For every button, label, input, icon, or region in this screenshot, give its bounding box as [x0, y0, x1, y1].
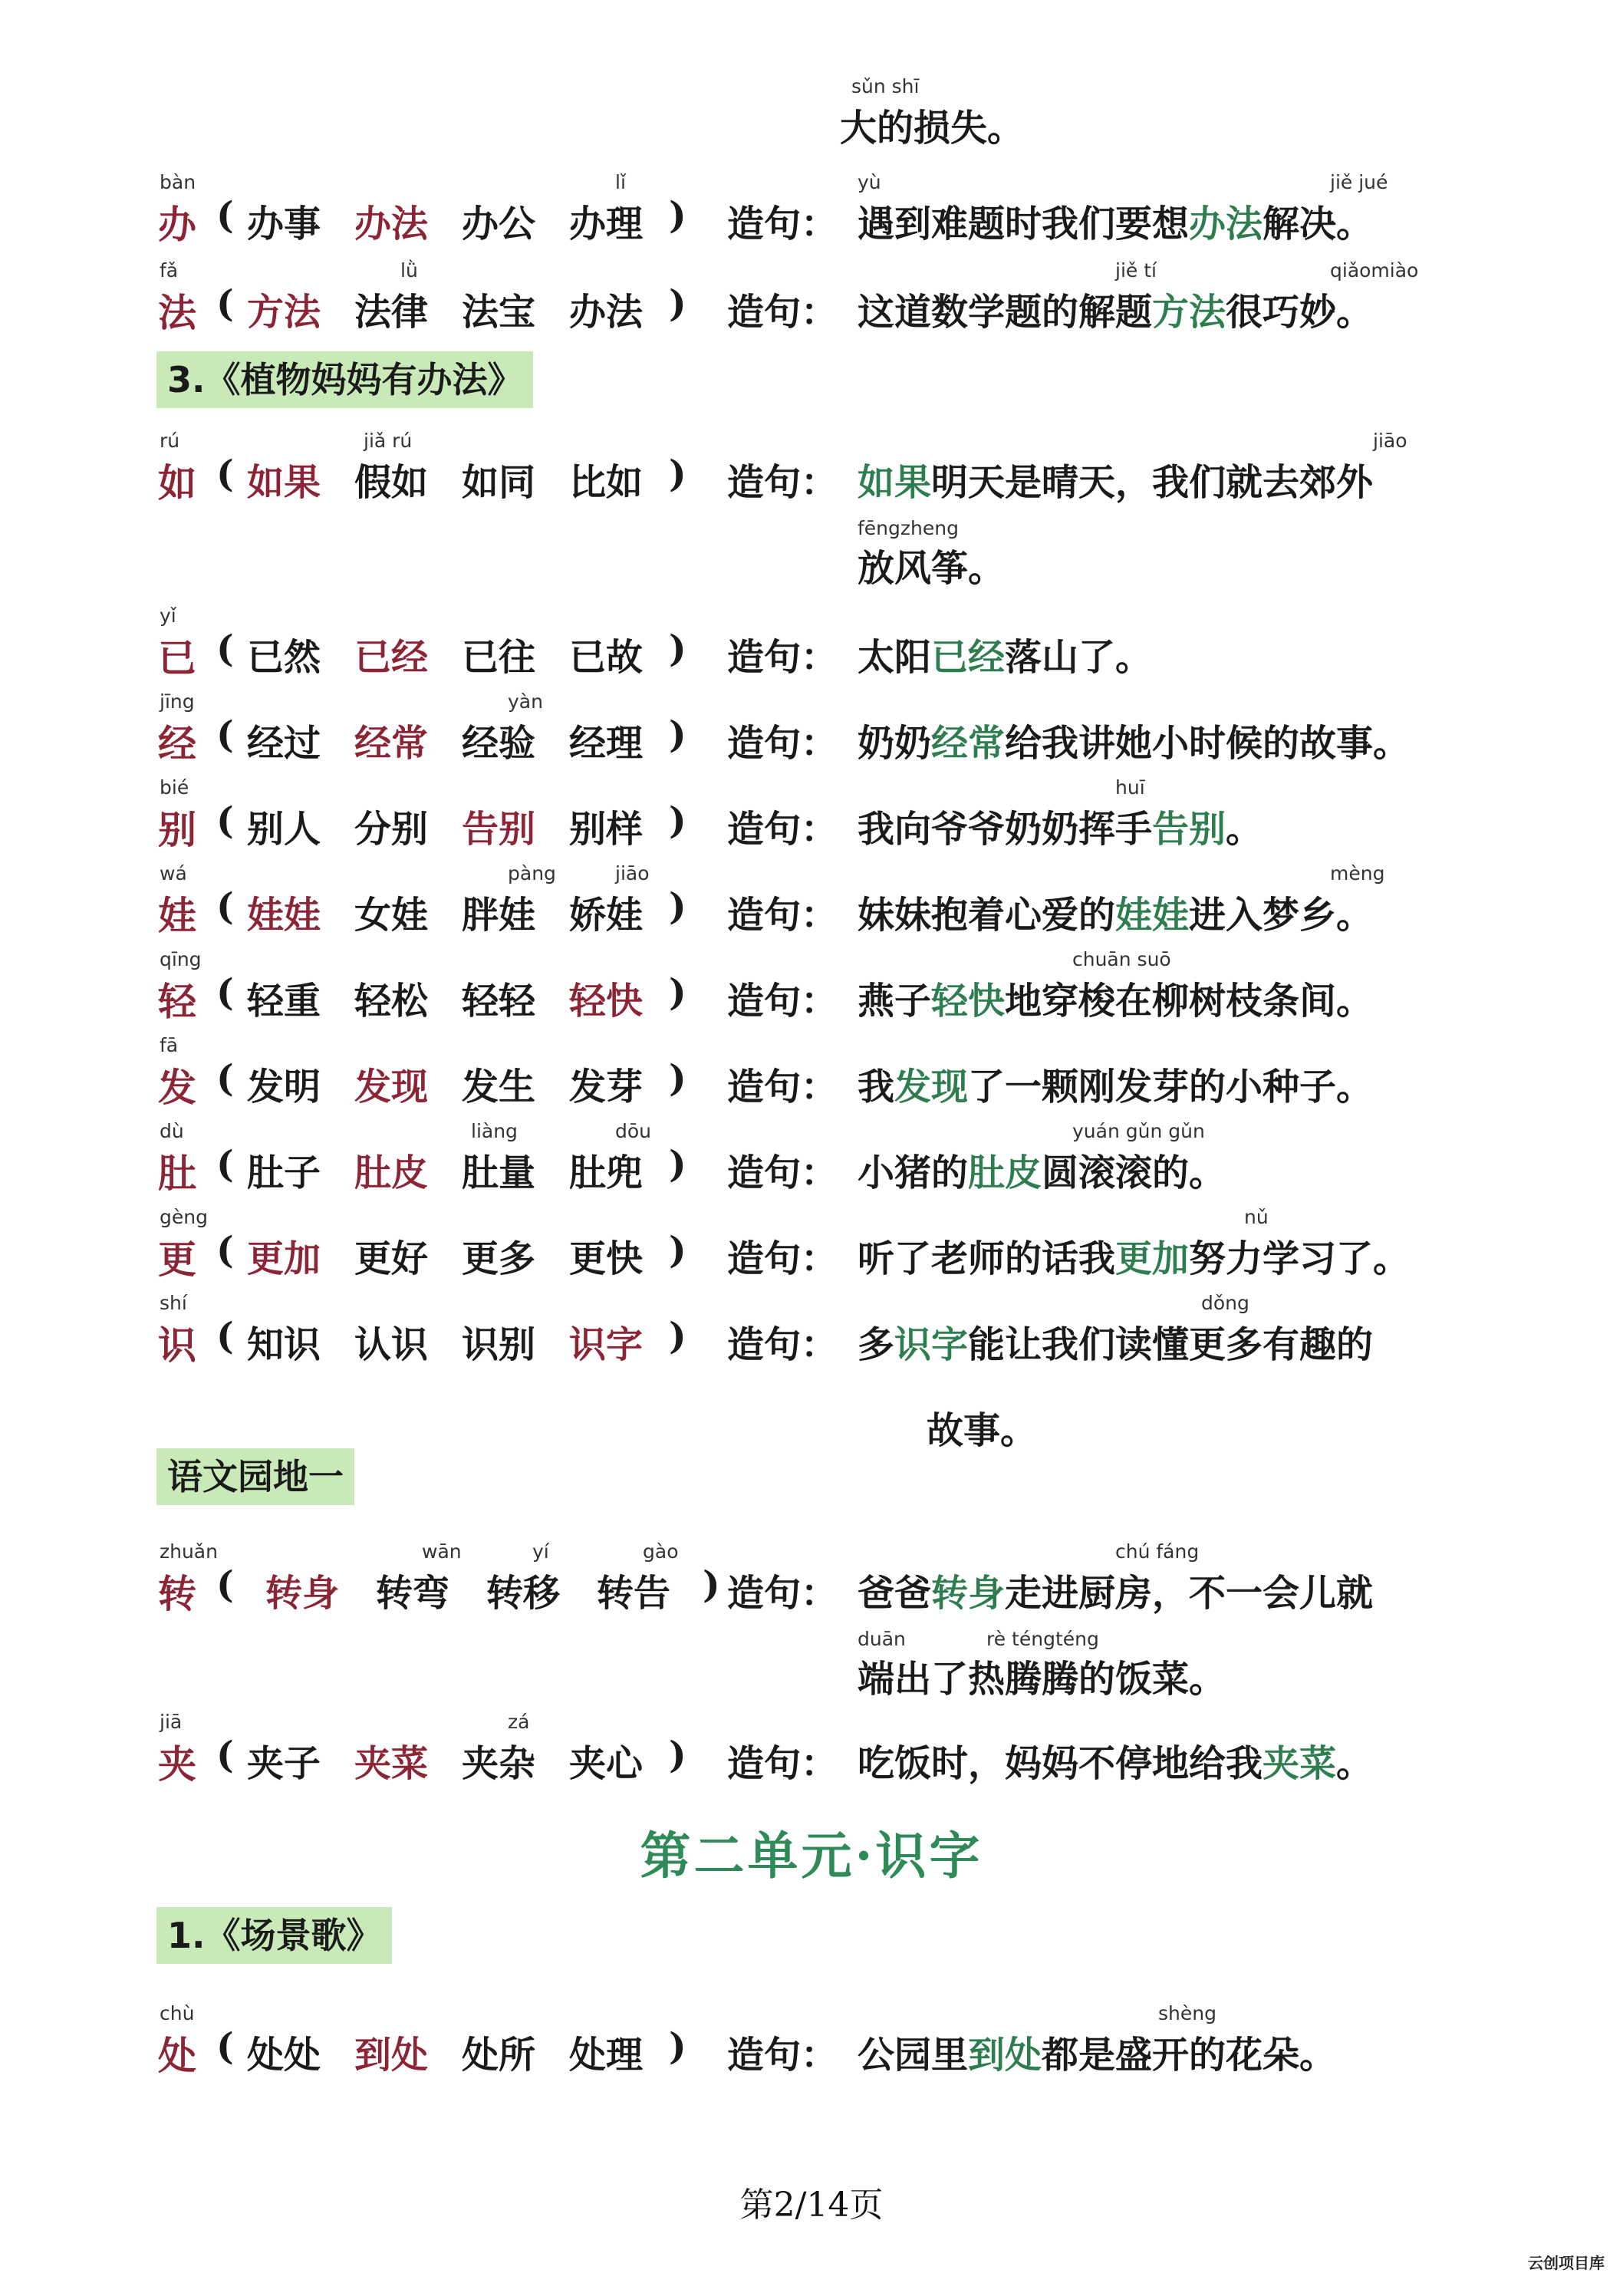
char-pinyin: jīng — [160, 690, 195, 713]
sentence-label: 造句： — [727, 1572, 838, 1615]
compound-word: 发生 — [462, 1066, 536, 1108]
vocab-row — [0, 2004, 1623, 2096]
compound-word: 已然 — [247, 636, 321, 679]
example-sentence — [858, 799, 1263, 852]
highlighted-word: 娃娃 — [247, 894, 321, 937]
compound-word: 处处 — [247, 2034, 321, 2077]
compound-word: 已往 — [462, 636, 536, 679]
vocab-row — [0, 430, 1623, 590]
word-pinyin: zá — [508, 1711, 530, 1733]
open-paren: ( — [216, 194, 234, 237]
compound-word: 轻重 — [247, 980, 321, 1023]
vocab-row — [0, 692, 1623, 784]
vocab-character: 发 — [158, 1065, 196, 1110]
vocab-row — [0, 1122, 1623, 1214]
compound-word: 别人 — [247, 808, 321, 851]
sentence-pinyin: yù — [858, 171, 881, 193]
compound-word: 识别 — [462, 1323, 536, 1366]
sentence-keyword: 转身 — [931, 1572, 1006, 1615]
compound-word: 发明 — [247, 1066, 321, 1108]
sentence-label: 造句： — [727, 980, 838, 1023]
char-pinyin: rú — [160, 430, 180, 452]
highlighted-word: 肚皮 — [354, 1151, 429, 1194]
sentence-segment: 。 — [1226, 808, 1263, 851]
sentence-keyword: 娃娃 — [1115, 894, 1190, 937]
char-pinyin: qīng — [160, 948, 202, 970]
highlighted-word: 如果 — [247, 461, 321, 504]
sentence-pinyin: dǒng — [1201, 1292, 1249, 1314]
compound-word: 假如 — [354, 461, 429, 504]
sentence-continuation: 端出了热腾腾的饭菜。 — [858, 1658, 1226, 1701]
open-paren: ( — [216, 1143, 234, 1186]
sentence-segment: 我向爷爷奶奶挥手 — [858, 808, 1153, 851]
word-pinyin: jiǎ rú — [364, 430, 413, 452]
open-paren: ( — [216, 1315, 234, 1358]
sentence-segment: 进入梦乡。 — [1189, 894, 1374, 937]
section-heading-scene-song: 1.《场景歌》 — [156, 1907, 392, 1964]
vocab-row — [0, 778, 1623, 870]
pinyin: sǔn shī — [851, 75, 920, 97]
sentence-label: 造句： — [727, 636, 838, 679]
open-paren: ( — [216, 1057, 234, 1100]
highlighted-word: 识字 — [569, 1323, 644, 1366]
compound-word: 经理 — [569, 722, 644, 765]
compound-word: 法律 — [354, 291, 429, 334]
char-pinyin: fā — [160, 1034, 179, 1056]
continuation-pinyin: fēngzheng — [858, 517, 959, 539]
sentence-segment: 小猪的 — [858, 1151, 969, 1194]
sentence-segment: 能让我们读懂更多有趣的 — [968, 1323, 1374, 1366]
compound-word: 娇娃 — [569, 894, 644, 937]
highlighted-word: 转身 — [265, 1572, 340, 1615]
section-heading-plant-mom: 3.《植物妈妈有办法》 — [156, 351, 533, 408]
sentence-keyword: 到处 — [968, 2034, 1042, 2077]
compound-word: 办事 — [247, 203, 321, 245]
char-pinyin: shí — [160, 1292, 187, 1314]
sentence-continuation: 故事。 — [927, 1409, 1038, 1452]
continuation-pinyin: rè téngténg — [986, 1628, 1099, 1650]
compound-word: 处所 — [462, 2034, 536, 2077]
sentence-segment: 这道数学题的解题 — [858, 291, 1153, 334]
sentence-label: 造句： — [727, 203, 838, 245]
sentence-keyword: 发现 — [894, 1066, 969, 1108]
sentence-continuation: 放风筝。 — [858, 547, 1006, 590]
example-sentence — [858, 885, 1373, 938]
word-pinyin: dōu — [615, 1120, 652, 1142]
vocab-character: 别 — [158, 807, 196, 852]
sentence-segment: 我 — [858, 1066, 895, 1108]
sentence-label: 造句： — [727, 1323, 838, 1366]
close-paren: ) — [669, 2025, 686, 2068]
highlighted-word: 更加 — [247, 1237, 321, 1280]
vocab-character: 办 — [158, 202, 196, 247]
sentence-label: 造句： — [727, 1742, 838, 1785]
example-sentence — [858, 1315, 1373, 1368]
vocab-character: 轻 — [158, 979, 196, 1024]
compound-word: 如同 — [462, 461, 536, 504]
sentence-pinyin: jiě tí — [1115, 259, 1157, 282]
open-paren: ( — [216, 1229, 234, 1272]
compound-word: 夹子 — [247, 1742, 321, 1785]
example-sentence — [858, 1229, 1410, 1282]
vocab-character: 如 — [158, 460, 196, 506]
example-sentence — [858, 1734, 1373, 1787]
compound-word: 转移 — [486, 1572, 561, 1615]
sentence-keyword: 识字 — [894, 1323, 969, 1366]
close-paren: ) — [669, 713, 686, 756]
example-sentence — [858, 1563, 1373, 1616]
close-paren: ) — [669, 628, 686, 670]
sentence-segment: 解决。 — [1263, 203, 1374, 245]
compound-word: 发芽 — [569, 1066, 644, 1108]
sentence-segment: 燕子 — [858, 980, 932, 1023]
compound-word: 比如 — [569, 461, 644, 504]
sentence-segment: 努力学习了。 — [1189, 1237, 1411, 1280]
compound-word: 办法 — [569, 291, 644, 334]
vocab-character: 肚 — [158, 1151, 196, 1196]
highlighted-word: 发现 — [354, 1066, 429, 1108]
open-paren: ( — [216, 971, 234, 1014]
sentence-label: 造句： — [727, 894, 838, 937]
vocab-character: 娃 — [158, 893, 196, 938]
close-paren: ) — [669, 1315, 686, 1358]
vocab-row — [0, 1292, 1623, 1452]
char-pinyin: zhuǎn — [160, 1540, 218, 1563]
char-pinyin: bàn — [160, 171, 196, 193]
word-pinyin: jiāo — [615, 862, 650, 884]
unit-title: 第二单元·识字 — [640, 1826, 983, 1886]
close-paren: ) — [669, 1229, 686, 1272]
close-paren: ) — [669, 282, 686, 325]
compound-word: 夹心 — [569, 1742, 644, 1785]
sentence-segment: 给我讲她小时候的故事。 — [1005, 722, 1411, 765]
sentence-segment: 听了老师的话我 — [858, 1237, 1116, 1280]
highlighted-word: 到处 — [354, 2034, 429, 2077]
compound-word: 分别 — [354, 808, 429, 851]
highlighted-word: 已经 — [354, 636, 429, 679]
word-pinyin: lǐ — [615, 171, 626, 193]
example-sentence — [858, 282, 1373, 335]
compound-word: 轻轻 — [462, 980, 536, 1023]
vocab-character: 更 — [158, 1237, 196, 1282]
char-pinyin: dù — [160, 1120, 184, 1142]
compound-word: 转告 — [597, 1572, 671, 1615]
compound-word: 知识 — [247, 1323, 321, 1366]
compound-word: 处理 — [569, 2034, 644, 2077]
example-sentence — [858, 1057, 1373, 1110]
vocab-row — [0, 1540, 1623, 1701]
char-pinyin: gèng — [160, 1206, 208, 1228]
compound-word: 办公 — [462, 203, 536, 245]
sentence-keyword: 更加 — [1115, 1237, 1190, 1280]
example-sentence — [858, 628, 1152, 680]
vocab-row — [0, 864, 1623, 956]
example-sentence — [858, 971, 1373, 1024]
vocab-character: 已 — [158, 635, 196, 680]
continuation-line — [0, 77, 1623, 169]
vocab-character: 经 — [158, 721, 196, 766]
word-pinyin: gào — [643, 1540, 679, 1563]
compound-word: 更好 — [354, 1237, 429, 1280]
compound-word: 胖娃 — [462, 894, 536, 937]
sentence-segment: 都是盛开的花朵。 — [1042, 2034, 1337, 2077]
sentence-keyword: 已经 — [931, 636, 1006, 679]
sentence-segment: 奶奶 — [858, 722, 932, 765]
highlighted-word: 经常 — [354, 722, 429, 765]
word-pinyin: yí — [532, 1540, 549, 1563]
sentence-pinyin: jiāo — [1373, 430, 1407, 452]
vocab-character: 法 — [158, 290, 196, 335]
close-paren: ) — [669, 1057, 686, 1100]
vocab-row — [0, 261, 1623, 353]
sentence-label: 造句： — [727, 722, 838, 765]
sentence-label: 造句： — [727, 1237, 838, 1280]
compound-word: 肚子 — [247, 1151, 321, 1194]
word-pinyin: wān — [422, 1540, 462, 1563]
highlighted-word: 方法 — [247, 291, 321, 334]
open-paren: ( — [216, 713, 234, 756]
sentence-segment: 遇到难题时我们要想 — [858, 203, 1190, 245]
open-paren: ( — [216, 799, 234, 842]
close-paren: ) — [669, 194, 686, 237]
vocab-row — [0, 950, 1623, 1042]
sentence-segment: 地穿梭在柳树枝条间。 — [1005, 980, 1374, 1023]
sentence-label: 造句： — [727, 291, 838, 334]
vocab-row — [0, 1207, 1623, 1300]
sentence-label: 造句： — [727, 461, 838, 504]
open-paren: ( — [216, 2025, 234, 2068]
open-paren: ( — [216, 885, 234, 928]
compound-word: 认识 — [354, 1323, 429, 1366]
sentence-segment: 很巧妙。 — [1226, 291, 1374, 334]
vocab-character: 处 — [158, 2033, 196, 2078]
word-pinyin: lǜ — [400, 259, 418, 282]
close-paren: ) — [669, 799, 686, 842]
sentence-label: 造句： — [727, 1066, 838, 1108]
compound-word: 法宝 — [462, 291, 536, 334]
open-paren: ( — [216, 1734, 234, 1777]
compound-word: 更多 — [462, 1237, 536, 1280]
compound-word: 经过 — [247, 722, 321, 765]
sentence-segment: 多 — [858, 1323, 895, 1366]
vocab-row — [0, 1036, 1623, 1128]
sentence-pinyin: nǔ — [1244, 1206, 1269, 1228]
close-paren: ) — [669, 453, 686, 496]
close-paren: ) — [669, 971, 686, 1014]
close-paren: ) — [669, 1734, 686, 1777]
sentence-segment: 爸爸 — [858, 1572, 932, 1615]
compound-word: 别样 — [569, 808, 644, 851]
sentence-segment: 明天是晴天，我们就去郊外 — [931, 461, 1374, 504]
example-sentence — [858, 1143, 1226, 1196]
sentence-segment: 妹妹抱着心爱的 — [858, 894, 1116, 937]
sentence-segment: 太阳 — [858, 636, 932, 679]
sentence-keyword: 经常 — [931, 722, 1006, 765]
sentence-keyword: 轻快 — [931, 980, 1006, 1023]
sentence-keyword: 告别 — [1152, 808, 1226, 851]
sentence-keyword: 如果 — [858, 461, 932, 504]
sentence-pinyin: mèng — [1330, 862, 1385, 884]
sentence-pinyin: yuán gǔn gǔn — [1072, 1120, 1205, 1142]
watermark-text: 云创项目库 — [1528, 2254, 1605, 2272]
page-number: 第2/14页 — [739, 2186, 884, 2225]
sentence-segment: 了一颗刚发芽的小种子。 — [968, 1066, 1374, 1108]
compound-word: 肚量 — [462, 1151, 536, 1194]
close-paren: ) — [669, 885, 686, 928]
open-paren: ( — [216, 1563, 234, 1606]
sentence-segment: 走进厨房，不一会儿就 — [1005, 1572, 1374, 1615]
char-pinyin: chù — [160, 2002, 195, 2024]
char-pinyin: jiā — [160, 1711, 183, 1733]
word-pinyin: yàn — [508, 690, 543, 713]
compound-word: 经验 — [462, 722, 536, 765]
sentence-keyword: 方法 — [1152, 291, 1226, 334]
highlighted-word: 告别 — [462, 808, 536, 851]
compound-word: 转弯 — [376, 1572, 450, 1615]
sentence-pinyin: chú fáng — [1115, 1540, 1200, 1563]
sentence-keyword: 办法 — [1189, 203, 1263, 245]
sentence-segment: 公园里 — [858, 2034, 969, 2077]
sentence-segment: 圆滚滚的。 — [1042, 1151, 1226, 1194]
sentence-keyword: 肚皮 — [968, 1151, 1042, 1194]
vocab-character: 识 — [158, 1323, 196, 1368]
open-paren: ( — [216, 453, 234, 496]
sentence-label: 造句： — [727, 808, 838, 851]
continuation-pinyin: duān — [858, 1628, 906, 1650]
open-paren: ( — [216, 628, 234, 670]
compound-word: 夹杂 — [462, 1742, 536, 1785]
sentence-label: 造句： — [727, 1151, 838, 1194]
compound-word: 肚兜 — [569, 1151, 644, 1194]
compound-word: 女娃 — [354, 894, 429, 937]
highlighted-word: 办法 — [354, 203, 429, 245]
sentence-pinyin: chuān suō — [1072, 948, 1171, 970]
vocab-character: 夹 — [158, 1741, 196, 1787]
sentence-pinyin: huī — [1115, 776, 1145, 799]
section-heading-yuwen-yuandi: 语文园地一 — [156, 1448, 354, 1505]
compound-word: 办理 — [569, 203, 644, 245]
example-sentence — [858, 453, 1373, 506]
sentence-segment: 落山了。 — [1005, 636, 1153, 679]
compound-word: 已故 — [569, 636, 644, 679]
example-sentence — [858, 713, 1410, 766]
sentence-pinyin: qiǎomiào — [1330, 259, 1419, 282]
char-pinyin: bié — [160, 776, 189, 799]
close-paren: ) — [669, 1143, 686, 1186]
word-pinyin: liàng — [471, 1120, 518, 1142]
highlighted-word: 夹菜 — [354, 1742, 429, 1785]
vocab-row — [0, 173, 1623, 265]
sentence-pinyin: jiě jué — [1330, 171, 1388, 193]
sentence-pinyin: shèng — [1158, 2002, 1216, 2024]
open-paren: ( — [216, 282, 234, 325]
vocab-row — [0, 1712, 1623, 1804]
highlighted-word: 轻快 — [569, 980, 644, 1023]
continuation-text: 大的损失。 — [840, 107, 1025, 150]
example-sentence — [858, 2025, 1336, 2078]
word-pinyin: pàng — [508, 862, 556, 884]
compound-word: 轻松 — [354, 980, 429, 1023]
sentence-segment: 吃饭时，妈妈不停地给我 — [858, 1742, 1263, 1785]
vocab-row — [0, 606, 1623, 698]
sentence-keyword: 夹菜 — [1263, 1742, 1337, 1785]
char-pinyin: yǐ — [160, 604, 176, 627]
sentence-label: 造句： — [727, 2034, 838, 2077]
compound-word: 更快 — [569, 1237, 644, 1280]
sentence-segment: 。 — [1336, 1742, 1374, 1785]
example-sentence — [858, 194, 1373, 247]
vocab-character: 转 — [158, 1571, 196, 1616]
char-pinyin: wá — [160, 862, 187, 884]
close-paren: ) — [703, 1563, 720, 1606]
char-pinyin: fǎ — [160, 259, 179, 282]
